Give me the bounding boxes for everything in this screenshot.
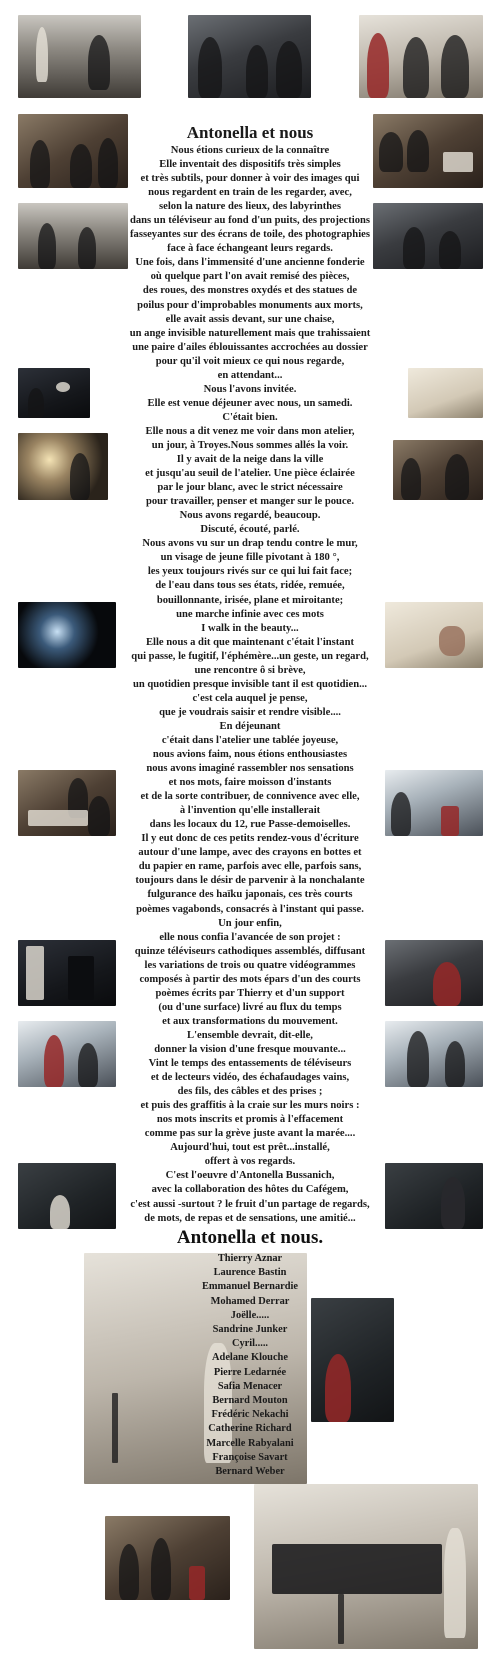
photo-man-writing-chalk: [311, 1298, 394, 1422]
poem-line: un quotidien presque invisible tant il est quotidien...: [132, 678, 368, 690]
participant-name: Thierry Aznar: [217, 1253, 283, 1264]
participant-name: Pierre Ledarnée: [213, 1366, 287, 1378]
photo-chalk-wall-left: [18, 1163, 116, 1229]
credits-title: Antonella et nous.: [176, 1227, 324, 1248]
participant-name: Joëlle.....: [230, 1309, 270, 1321]
photo-hand-writing: [385, 602, 483, 668]
poem-line: à l'invention qu'elle installerait: [179, 805, 321, 817]
poem-line: Elle inventait des dispositifs très simples: [159, 159, 341, 171]
poem-line: en attendant...: [217, 369, 283, 381]
photo-lunch-table-left: [18, 770, 116, 836]
poem-line: de mots, de repas et de sensations, une amitié...: [144, 1212, 356, 1224]
poem-line: Nous avons vu sur un drap tendu contre le mur,: [142, 538, 358, 550]
poem-line: Elle est venue déjeuner avec nous, un samedi.: [147, 397, 353, 409]
poem-line: Un jour enfin,: [218, 917, 282, 929]
photo-handwritten-page: [408, 368, 483, 418]
participant-name: Frédéric Nekachi: [211, 1409, 289, 1421]
poem-line: bouillonnante, irisée, plane et miroitante;: [156, 594, 344, 606]
participant-name: Françoise Savart: [212, 1451, 288, 1463]
poem-line: pour travailler, penser et manger sur le pouce.: [145, 496, 355, 508]
photo-installation-room: [385, 1021, 483, 1087]
poem-line: nous regardent en train de les regarder, avec,: [148, 187, 352, 199]
poem-line: et de lecteurs vidéo, des échafaudages vains,: [150, 1072, 350, 1084]
poem-line: poilus pour d'improbables monuments aux morts,: [137, 299, 363, 311]
participant-name: Bernard Mouton: [212, 1395, 288, 1407]
poem-line: un visage de jeune fille pivotant à 180 °,: [160, 552, 340, 564]
poem-line: poèmes écrits par Thierry et d'un support: [155, 987, 345, 999]
poem-line: c'est cela auquel je pense,: [192, 692, 308, 704]
poem-line: Discuté, écouté, parlé.: [200, 524, 300, 536]
poem-line: et aux transformations du mouvement.: [162, 1015, 338, 1027]
poem-line: offert à vos regards.: [204, 1156, 296, 1168]
poem-line: L'ensemble devrait, dit-elle,: [187, 1029, 313, 1041]
poem-title: Antonella et nous: [186, 123, 314, 142]
poem-line: C'est l'oeuvre d'Antonella Bussanich,: [165, 1170, 335, 1182]
participant-name: Bernard Weber: [215, 1466, 285, 1478]
poem-line: composés à partir des mots épars d'un des courts: [139, 973, 361, 985]
poem-line: les yeux toujours rivés sur ce qui lui fait face;: [147, 566, 353, 578]
photo-room-chairs: [18, 203, 128, 269]
poem-line: des roues, des monstres oxydés et des statues de: [142, 285, 358, 297]
poem-line: face à face échangeant leurs regards.: [167, 243, 333, 255]
photo-chalk-wall-right: [385, 1163, 483, 1229]
poem-line: et très subtils, pour donner à voir des images qui: [140, 173, 360, 185]
photo-table-gathering-left: [18, 114, 128, 188]
photo-projection-screen: [18, 602, 116, 668]
poem-line: une marche infinie avec ces mots: [176, 608, 324, 620]
poem-line: I walk in the beauty...: [201, 622, 299, 634]
poem-line: par le jour blanc, avec le strict nécessaire: [157, 482, 343, 494]
poem-line: quinze téléviseurs cathodiques assemblés, diffusant: [134, 945, 366, 957]
photo-lunch-table-right: [385, 770, 483, 836]
poem-line: où quelque part l'on avait remisé des pièces,: [150, 271, 350, 283]
photo-cafe-sign: [18, 940, 116, 1006]
poem-line: nous avions faim, nous étions enthousiastes: [152, 749, 348, 761]
poem-line: que je voudrais saisir et rendre visible....: [159, 706, 341, 718]
poem-line: c'est aussi -surtout ? le fruit d'un partage de regards,: [130, 1198, 370, 1210]
participant-name: Laurence Bastin: [213, 1267, 287, 1279]
poem-line: Nous étions curieux de la connaître: [170, 145, 330, 156]
poem-line: C'était bien.: [222, 411, 278, 423]
poem-line: fasseyantes sur des écrans de toile, des photographies: [130, 229, 370, 241]
poem-line: elle nous confia l'avancée de son projet :: [159, 931, 341, 943]
poem-line: et nos mots, faire moisson d'instants: [168, 777, 332, 789]
photo-people-standing: [359, 15, 483, 98]
poem-line: dans un téléviseur au fond d'un puits, des projections: [129, 215, 371, 227]
poem-lines: [120, 144, 380, 1226]
participant-name: Cyril.....: [231, 1338, 269, 1350]
poem-line: une paire d'ailes éblouissantes accrochées au dossier: [132, 341, 368, 353]
participant-name: Catherine Richard: [208, 1423, 292, 1435]
poem-line: un ange invisible naturellement mais que trahissaient: [129, 327, 371, 339]
poem-line: Nous avons regardé, beaucoup.: [179, 510, 321, 522]
poem-line: (ou d'une surface) livré au flux du temps: [158, 1001, 342, 1013]
poem-line: qui passe, le fugitif, l'éphémère...un geste, un regard,: [131, 650, 369, 662]
photo-woman-writing: [385, 940, 483, 1006]
poem-line: de l'eau dans tous ses états, ridée, remuée,: [155, 580, 345, 592]
poem-line: du papier en rame, parfois avec elle, parfois sans,: [138, 861, 362, 873]
poem-line: Vint le temps des entassements de téléviseurs: [148, 1058, 352, 1070]
poem-line: c'était dans l'atelier une tablée joyeuse,: [161, 734, 339, 746]
poem-line: les variations de trois ou quatre vidéogrammes: [144, 959, 356, 971]
poem-line: selon la nature des lieux, des labyrinthes: [159, 201, 341, 213]
poem-line: et puis des graffitis à la craie sur les murs noirs :: [140, 1100, 360, 1112]
poem-line: Nous l'avons invitée.: [203, 383, 297, 395]
poem-line: comme pas sur la grève juste avant la marée....: [144, 1128, 356, 1140]
poem-line: Elle nous a dit venez me voir dans mon atelier,: [145, 425, 355, 437]
poem-line: Elle nous a dit que maintenant c'était l'instant: [145, 636, 355, 648]
poem-line: autour d'une lampe, avec des crayons en bottes et: [138, 847, 362, 859]
participant-name: Emmanuel Bernardie: [201, 1281, 299, 1293]
poem-line: et de la sorte contribuer, de connivence avec elle,: [140, 791, 360, 803]
photo-dim-gathering: [373, 203, 483, 269]
poem-line: et jusqu'au seuil de l'atelier. Une pièce éclairée: [145, 468, 355, 480]
poem-line: fulgurance des haïku japonais, ces très courts: [147, 889, 353, 901]
poem-line: un jour, à Troyes.Nous sommes allés la voir.: [151, 439, 349, 451]
photo-writers-table: [393, 440, 483, 500]
poem-line: donner la vision d'une fresque mouvante...: [154, 1044, 346, 1055]
poem-line: nous avons imaginé rassembler nos sensations: [146, 763, 354, 775]
poem-line: une rencontre ô si brève,: [194, 664, 306, 676]
poem-line: toujours dans le désir de parvenir à la nonchalante: [135, 875, 365, 887]
photo-atelier-kneeling-man: [18, 15, 141, 98]
poem-line: avec la collaboration des hôtes du Cafégem,: [151, 1184, 349, 1196]
participant-name: Marcelle Rabyalani: [206, 1437, 294, 1449]
poem-block: [120, 123, 380, 1226]
photo-group-visit: [188, 15, 311, 98]
participant-name: Mohamed Derrar: [210, 1295, 290, 1307]
poem-line: pour qu'il voit mieux ce qui nous regarde,: [155, 355, 345, 367]
poem-line: elle avait assis devant, sur une chaise,: [165, 313, 335, 325]
photo-group-table-bottom: [105, 1516, 230, 1600]
photo-lamp-writing: [18, 433, 108, 500]
participant-name: Adelane Klouche: [212, 1352, 288, 1364]
poem-line: nos mots inscrits et promis à l'effacement: [156, 1114, 344, 1126]
poem-line: Il y avait de la neige dans la ville: [176, 454, 324, 466]
photo-televisions-setup: [18, 1021, 116, 1087]
credits-names: [190, 1252, 310, 1479]
photo-lamp-evening: [18, 368, 90, 418]
poem-line: Une fois, dans l'immensité d'une ancienne fonderie: [135, 257, 365, 269]
participant-name: Safia Menacer: [217, 1380, 283, 1392]
participant-name: Sandrine Junker: [212, 1324, 288, 1336]
poem-line: Aujourd'hui, tout est prêt...installé,: [170, 1142, 330, 1154]
photo-laptop-meeting: [373, 114, 483, 188]
poem-line: Il y eut donc de ces petits rendez-vous d'écriture: [141, 833, 359, 845]
photo-attic-installation: [254, 1484, 478, 1649]
poem-line: des fils, des câbles et des prises ;: [177, 1086, 323, 1098]
poem-line: poèmes vagabonds, consacrés à l'instant qui passe.: [136, 903, 364, 915]
poem-line: dans les locaux du 12, rue Passe-demoiselles.: [149, 819, 351, 831]
poem-line: En déjeunant: [219, 720, 281, 732]
